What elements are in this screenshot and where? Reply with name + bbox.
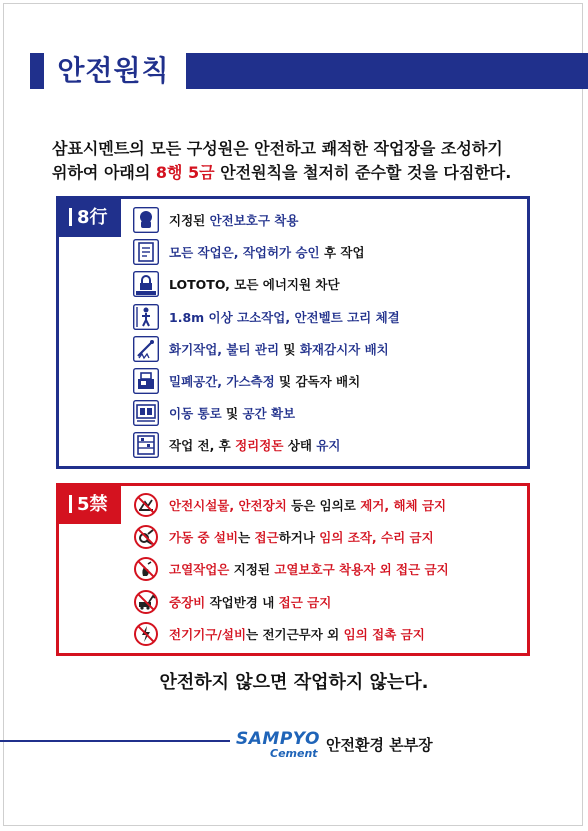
prohibition-row bbox=[133, 554, 449, 584]
logo-sub-text: Cement bbox=[270, 747, 318, 760]
prohibition-row bbox=[133, 522, 434, 552]
eight-rule-text: 1.8m 이상 고소작업, 안전벨트 고리 체결 bbox=[169, 309, 400, 325]
intro-line-1: 삼표시멘트의 모든 구성원은 안전하고 쾌적한 작업장을 조성하기 bbox=[52, 139, 503, 158]
footer-line bbox=[0, 740, 230, 742]
eight-rule-text: 지정된 안전보호구 착용 bbox=[169, 213, 299, 228]
intro-text bbox=[52, 137, 572, 185]
prohibition-text: 고열작업은 지정된 고열보호구 착용자 외 접근 금지 bbox=[169, 562, 449, 578]
gas-icon bbox=[133, 368, 159, 394]
prohibition-text: 가동 중 설비는 접근하거나 임의 조작, 수리 금지 bbox=[169, 530, 434, 546]
passage-icon bbox=[133, 400, 159, 426]
welding-icon bbox=[133, 336, 159, 362]
eight-rules-tag-label: 8行 bbox=[77, 207, 108, 228]
title-bar-left bbox=[30, 53, 44, 89]
five-prohibitions-tag-label: 5禁 bbox=[77, 494, 108, 515]
eight-rule-row bbox=[133, 302, 400, 332]
intro-line-2a: 위하여 아래의 bbox=[52, 163, 156, 182]
mask-icon bbox=[133, 207, 159, 233]
no-heavy-equipment-icon bbox=[133, 589, 159, 615]
eight-rule-row bbox=[133, 269, 340, 299]
eight-rule-row bbox=[133, 430, 340, 460]
no-dismantle-icon bbox=[133, 492, 159, 518]
eight-rule-text: 모든 작업은, 작업허가 승인 후 작업 bbox=[169, 245, 365, 261]
eight-rule-row bbox=[133, 398, 295, 428]
sampyo-logo bbox=[236, 729, 326, 763]
five-prohibitions-tag bbox=[59, 486, 121, 524]
department-signature: 안전환경 본부장 bbox=[326, 736, 433, 754]
permit-icon bbox=[133, 239, 159, 265]
eight-rule-row bbox=[133, 237, 365, 267]
eight-rules-tag bbox=[59, 199, 121, 237]
no-hot-work-icon bbox=[133, 556, 159, 582]
logo-main-text: SAMPYO bbox=[236, 729, 320, 749]
eight-rule-text: 화기작업, 불티 관리 및 화재감시자 배치 bbox=[169, 341, 389, 357]
harness-icon bbox=[133, 304, 159, 330]
eight-rule-text: 밀폐공간, 가스측정 및 감독자 배치 bbox=[169, 374, 361, 389]
prohibition-text: 전기기구/설비는 전기근무자 외 임의 접촉 금지 bbox=[169, 626, 425, 642]
eight-rules-box bbox=[56, 196, 530, 469]
five-prohibitions-box bbox=[56, 483, 530, 656]
title-header bbox=[0, 53, 588, 89]
title-bar-right bbox=[186, 53, 588, 89]
eight-rule-text: 이동 통로 및 공간 확보 bbox=[169, 406, 296, 422]
prohibition-text: 중장비 작업반경 내 접근 금지 bbox=[169, 594, 332, 610]
prohibition-row bbox=[133, 587, 331, 617]
page-title: 안전원칙 bbox=[57, 54, 170, 87]
prohibition-row bbox=[133, 490, 446, 520]
organize-icon bbox=[133, 432, 159, 458]
slogan: 안전하지 않으면 작업하지 않는다. bbox=[159, 672, 429, 693]
eight-rule-row bbox=[133, 334, 389, 364]
eight-rule-row bbox=[133, 366, 360, 396]
no-electric-icon bbox=[133, 621, 159, 647]
eight-rule-text: LOTOTO, 모든 에너지원 차단 bbox=[169, 277, 340, 293]
intro-line-2c: 안전원칙을 철저히 준수할 것을 다짐한다. bbox=[214, 163, 512, 182]
no-touch-machine-icon bbox=[133, 524, 159, 550]
eight-rule-row bbox=[133, 205, 298, 235]
eight-rule-text: 작업 전, 후 정리정돈 상태 유지 bbox=[169, 438, 341, 454]
intro-highlight: 8행 5금 bbox=[155, 163, 215, 182]
intro-line-2 bbox=[52, 161, 572, 185]
prohibition-text: 안전시설물, 안전장치 등은 임의로 제거, 해체 금지 bbox=[169, 498, 447, 513]
prohibition-row bbox=[133, 619, 425, 649]
lock-icon bbox=[133, 271, 159, 297]
